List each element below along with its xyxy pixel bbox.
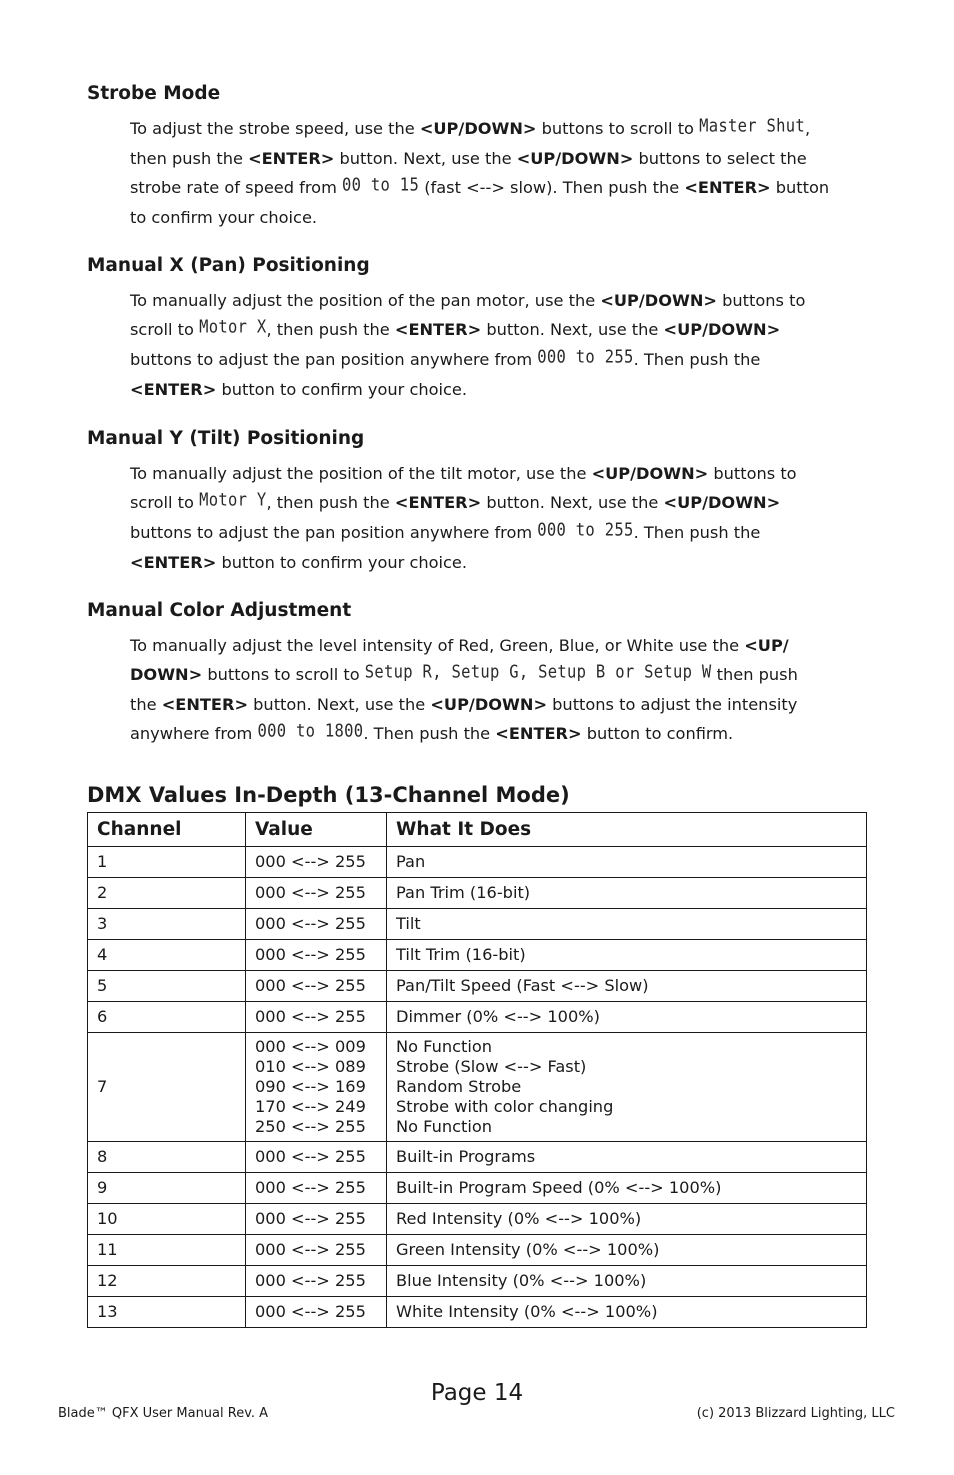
body-text: To adjust the strobe speed, use the xyxy=(130,119,420,138)
section-heading: Strobe Mode xyxy=(87,83,221,104)
body-text: , then push the xyxy=(266,493,395,512)
function-cell xyxy=(387,1002,867,1033)
button-name-text: <UP/DOWN> xyxy=(419,119,537,138)
cell-line: No Function xyxy=(396,1037,493,1056)
body-text: button. Next, use the xyxy=(481,320,664,339)
table-row xyxy=(88,1033,867,1142)
body-text: To manually adjust the position of the pan motor, use the xyxy=(130,291,601,310)
table-header-row xyxy=(88,813,867,847)
value-cell xyxy=(246,847,387,878)
cell-line: 000 <--> 255 xyxy=(255,852,366,871)
value-cell xyxy=(246,1235,387,1266)
body-text: To manually adjust the level intensity of Red, Green, Blue, or White use the xyxy=(130,636,745,655)
cell-line: 000 <--> 255 xyxy=(255,1209,366,1228)
table-row xyxy=(88,1173,867,1204)
button-name-text: <ENTER> xyxy=(394,320,482,339)
value-cell xyxy=(246,1033,387,1142)
cell-line: Red Intensity (0% <--> 100%) xyxy=(396,1209,642,1228)
channel-cell: 12 xyxy=(88,1266,246,1297)
table-row xyxy=(88,847,867,878)
section-heading: Manual Color Adjustment xyxy=(87,600,352,621)
function-cell xyxy=(387,1235,867,1266)
cell-line: Built-in Program Speed (0% <--> 100%) xyxy=(396,1178,722,1197)
cell-line: 170 <--> 249 xyxy=(255,1097,366,1116)
cell-line: Tilt Trim (16-bit) xyxy=(396,945,526,964)
channel-cell: 7 xyxy=(88,1033,246,1142)
table-row xyxy=(88,1204,867,1235)
table-row xyxy=(88,1266,867,1297)
body-text: anywhere from xyxy=(130,724,258,743)
value-cell xyxy=(246,1002,387,1033)
body-text: . Then push the xyxy=(363,724,496,743)
column-header-value: Value xyxy=(246,813,387,847)
table-row xyxy=(88,1235,867,1266)
body-text: button to confirm your choice. xyxy=(216,380,468,399)
body-text: button. Next, use the xyxy=(248,695,431,714)
dmx-table xyxy=(87,812,867,1328)
table-row xyxy=(88,940,867,971)
cell-line: 000 <--> 255 xyxy=(255,1302,366,1321)
button-name-text: <ENTER> xyxy=(394,493,482,512)
channel-cell: 4 xyxy=(88,940,246,971)
function-cell xyxy=(387,878,867,909)
body-text: , then push the xyxy=(266,320,395,339)
function-cell xyxy=(387,1142,867,1173)
body-text: strobe rate of speed from xyxy=(130,178,343,197)
button-name-text: <ENTER> xyxy=(684,178,771,197)
column-header-function: What It Does xyxy=(387,813,867,847)
display-readout-text: Motor Y xyxy=(199,489,267,511)
channel-cell: 6 xyxy=(88,1002,246,1033)
cell-line: 000 <--> 255 xyxy=(255,945,366,964)
display-readout-text: 00 to 15 xyxy=(342,174,420,196)
body-text: , xyxy=(805,119,811,138)
body-text: buttons to select the xyxy=(633,149,807,168)
value-cell xyxy=(246,1266,387,1297)
channel-cell: 8 xyxy=(88,1142,246,1173)
cell-line: 000 <--> 255 xyxy=(255,976,366,995)
body-text: scroll to xyxy=(130,493,200,512)
body-text: buttons to scroll to xyxy=(536,119,700,138)
channel-cell: 1 xyxy=(88,847,246,878)
cell-line: Pan Trim (16-bit) xyxy=(396,883,531,902)
table-row xyxy=(88,1142,867,1173)
body-text: buttons to xyxy=(708,464,797,483)
section-paragraph xyxy=(130,459,872,577)
channel-cell: 9 xyxy=(88,1173,246,1204)
body-text: buttons to adjust the pan position anywhere from xyxy=(130,350,538,369)
function-cell xyxy=(387,1266,867,1297)
body-text: button to confirm. xyxy=(581,724,734,743)
cell-line: 000 <--> 009 xyxy=(255,1037,366,1056)
display-readout-text: Master Shut xyxy=(699,115,806,137)
cell-line: Built-in Programs xyxy=(396,1147,536,1166)
table-row xyxy=(88,878,867,909)
cell-line: Green Intensity (0% <--> 100%) xyxy=(396,1240,660,1259)
channel-cell: 5 xyxy=(88,971,246,1002)
button-name-text: <UP/DOWN> xyxy=(516,149,634,168)
value-cell xyxy=(246,1173,387,1204)
section-paragraph xyxy=(130,286,872,404)
cell-line: 090 <--> 169 xyxy=(255,1077,366,1096)
button-name-text: <UP/DOWN> xyxy=(663,320,781,339)
table-row xyxy=(88,909,867,940)
table-title: DMX Values In-Depth (13-Channel Mode) xyxy=(87,783,570,807)
body-text: . Then push the xyxy=(633,523,761,542)
value-cell xyxy=(246,971,387,1002)
function-cell xyxy=(387,1297,867,1328)
button-name-text: <ENTER> xyxy=(161,695,249,714)
body-text: buttons to xyxy=(716,291,806,310)
button-name-text: <UP/DOWN> xyxy=(663,493,781,512)
table-row xyxy=(88,1002,867,1033)
function-cell xyxy=(387,940,867,971)
column-header-channel: Channel xyxy=(88,813,246,847)
body-text: buttons to adjust the intensity xyxy=(547,695,798,714)
cell-line: Strobe (Slow <--> Fast) xyxy=(396,1057,587,1076)
function-cell xyxy=(387,1204,867,1235)
cell-line: 000 <--> 255 xyxy=(255,1240,366,1259)
button-name-text: <UP/DOWN> xyxy=(591,464,709,483)
channel-cell: 11 xyxy=(88,1235,246,1266)
button-name-text: <UP/DOWN> xyxy=(600,291,717,310)
cell-line: Pan xyxy=(396,852,426,871)
table-row xyxy=(88,971,867,1002)
value-cell xyxy=(246,878,387,909)
body-text: then push xyxy=(711,665,798,684)
display-readout-text: 000 to 1800 xyxy=(257,720,364,742)
function-cell xyxy=(387,909,867,940)
cell-line: Strobe with color changing xyxy=(396,1097,614,1116)
button-name-text: <ENTER> xyxy=(495,724,582,743)
body-text: button. Next, use the xyxy=(481,493,664,512)
function-cell xyxy=(387,1033,867,1142)
cell-line: Random Strobe xyxy=(396,1077,522,1096)
button-name-text: <ENTER> xyxy=(130,553,217,572)
cell-line: 000 <--> 255 xyxy=(255,1147,366,1166)
value-cell xyxy=(246,940,387,971)
body-text: to confirm your choice. xyxy=(130,208,318,227)
cell-line: No Function xyxy=(396,1117,493,1136)
body-text: button to confirm your choice. xyxy=(216,553,468,572)
table-row xyxy=(88,1297,867,1328)
body-text: button. Next, use the xyxy=(334,149,517,168)
button-name-text: <UP/DOWN> xyxy=(430,695,548,714)
cell-line: Dimmer (0% <--> 100%) xyxy=(396,1007,600,1026)
value-cell xyxy=(246,909,387,940)
body-text: . Then push the xyxy=(633,350,761,369)
body-text: buttons to adjust the pan position anywhere from xyxy=(130,523,538,542)
value-cell xyxy=(246,1297,387,1328)
table-body xyxy=(88,847,867,1328)
footer-copyright: (c) 2013 Blizzard Lighting, LLC xyxy=(696,1406,895,1421)
body-text: button xyxy=(770,178,830,197)
cell-line: Pan/Tilt Speed (Fast <--> Slow) xyxy=(396,976,649,995)
cell-line: Tilt xyxy=(396,914,421,933)
page-number: Page 14 xyxy=(430,1380,524,1406)
display-readout-text: 000 to 255 xyxy=(537,519,634,541)
cell-line: 000 <--> 255 xyxy=(255,1007,366,1026)
channel-cell: 2 xyxy=(88,878,246,909)
display-readout-text: 000 to 255 xyxy=(537,346,634,368)
channel-cell: 10 xyxy=(88,1204,246,1235)
section-heading: Manual Y (Tilt) Positioning xyxy=(87,428,365,449)
cell-line: 010 <--> 089 xyxy=(255,1057,366,1076)
body-text: scroll to xyxy=(130,320,200,339)
button-name-text: <UP/ xyxy=(744,636,789,655)
display-readout-text: Setup R, Setup G, Setup B or Setup W xyxy=(364,661,712,683)
function-cell xyxy=(387,847,867,878)
function-cell xyxy=(387,971,867,1002)
cell-line: Blue Intensity (0% <--> 100%) xyxy=(396,1271,647,1290)
display-readout-text: Motor X xyxy=(199,316,267,338)
button-name-text: <ENTER> xyxy=(248,149,335,168)
cell-line: 000 <--> 255 xyxy=(255,914,366,933)
value-cell xyxy=(246,1204,387,1235)
cell-line: 000 <--> 255 xyxy=(255,1271,366,1290)
channel-cell: 3 xyxy=(88,909,246,940)
button-name-text: DOWN> xyxy=(130,665,203,684)
cell-line: 000 <--> 255 xyxy=(255,1178,366,1197)
function-cell xyxy=(387,1173,867,1204)
body-text: (fast <--> slow). Then push the xyxy=(419,178,685,197)
footer-document-title: Blade™ QFX User Manual Rev. A xyxy=(58,1406,269,1421)
cell-line: 250 <--> 255 xyxy=(255,1117,366,1136)
channel-cell: 13 xyxy=(88,1297,246,1328)
body-text: To manually adjust the position of the tilt motor, use the xyxy=(130,464,592,483)
body-text: buttons to scroll to xyxy=(202,665,365,684)
body-text: the xyxy=(130,695,162,714)
cell-line: 000 <--> 255 xyxy=(255,883,366,902)
section-paragraph xyxy=(130,631,872,749)
button-name-text: <ENTER> xyxy=(130,380,217,399)
value-cell xyxy=(246,1142,387,1173)
cell-line: White Intensity (0% <--> 100%) xyxy=(396,1302,658,1321)
section-heading: Manual X (Pan) Positioning xyxy=(87,255,370,276)
body-text: then push the xyxy=(130,149,249,168)
section-paragraph xyxy=(130,114,872,232)
